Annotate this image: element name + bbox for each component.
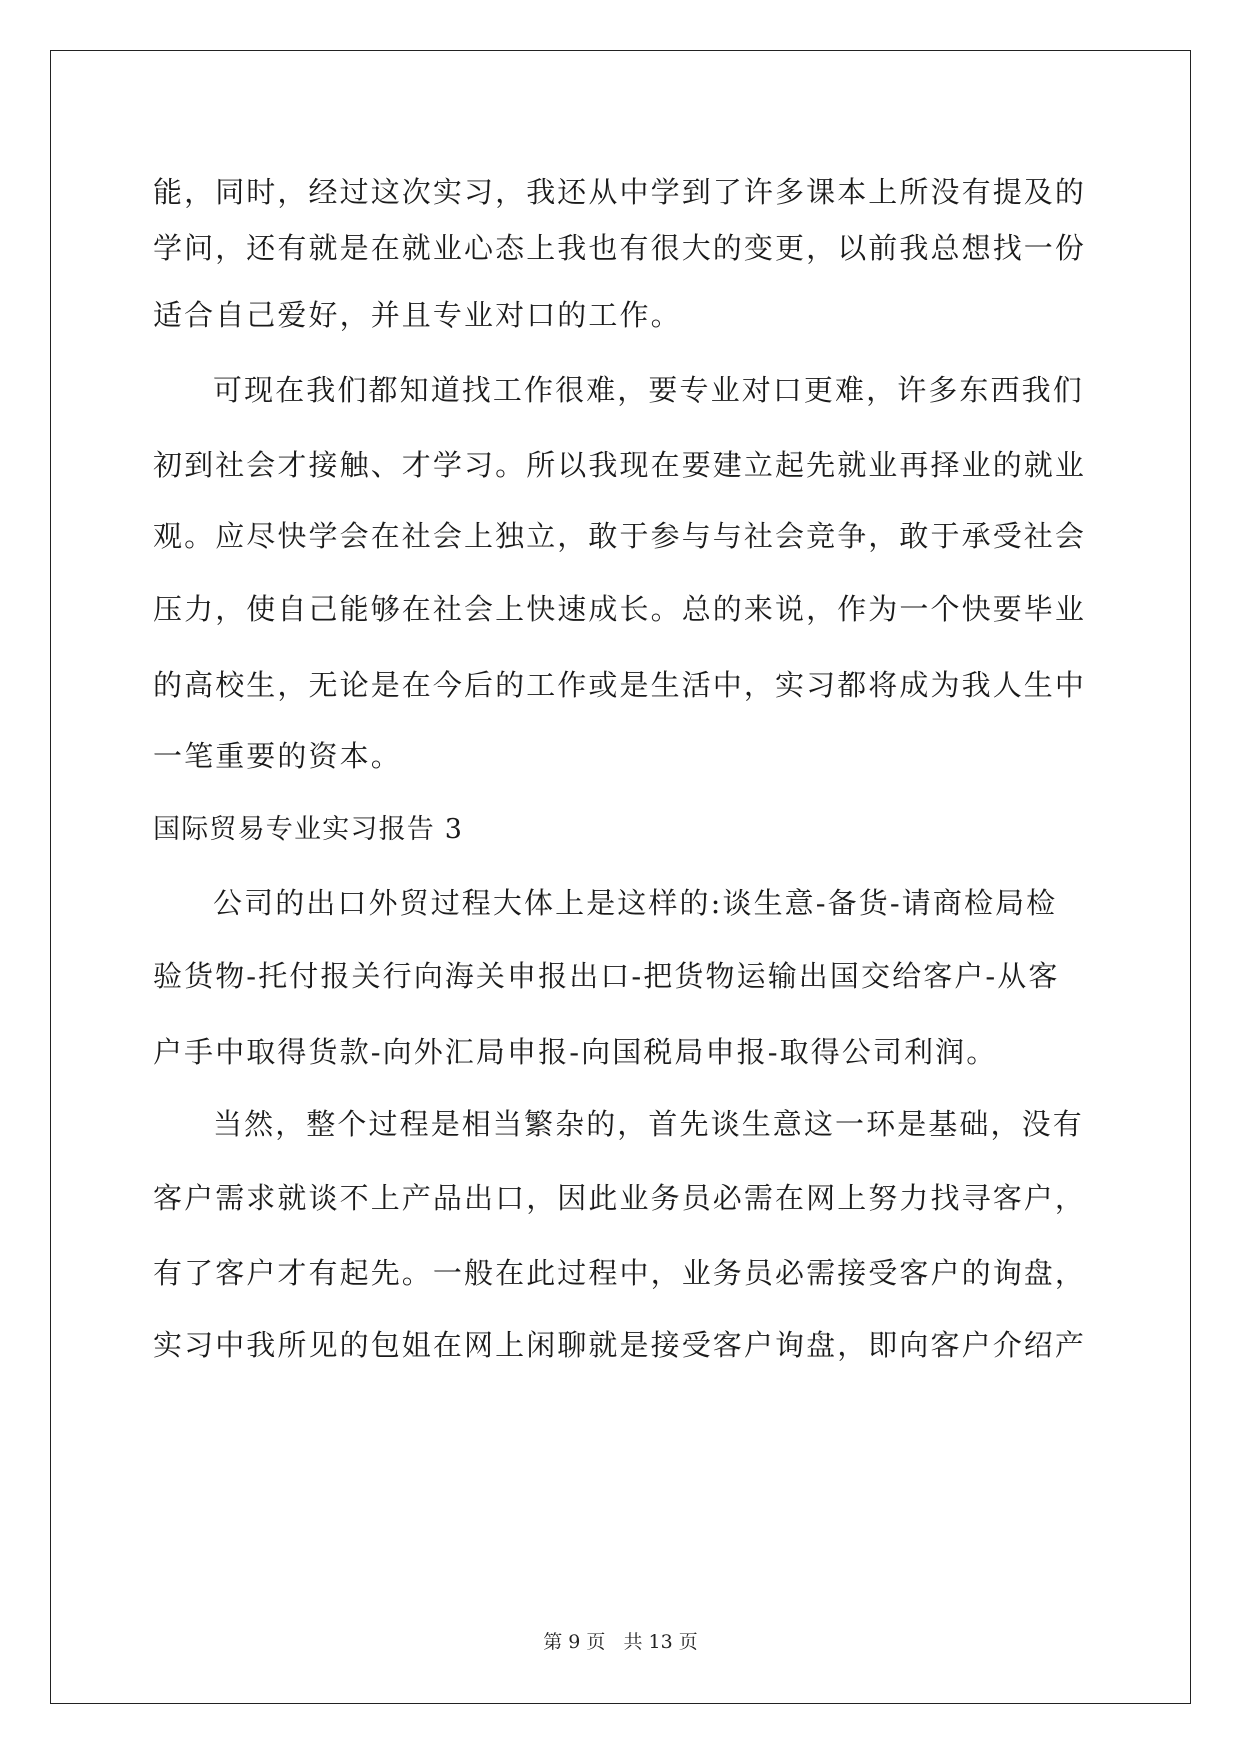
body-text-line: 一笔重要的资本。 [153,739,402,773]
body-text-line: 可现在我们都知道找工作很难，要专业对口更难，许多东西我们 [213,373,1084,407]
page-footer [0,1630,1241,1654]
page-total: 共 13 页 [623,1631,698,1653]
body-text-line: 户手中取得货款-向外汇局申报-向国税局申报-取得公司利润。 [153,1035,998,1069]
body-text-line: 有了客户才有起先。一般在此过程中，业务员必需接受客户的询盘， [153,1256,1087,1290]
body-text-line: 观。应尽快学会在社会上独立，敢于参与与社会竞争，敢于承受社会 [153,519,1087,553]
section-heading: 国际贸易专业实习报告 3 [153,814,464,845]
body-text-line: 压力，使自己能够在社会上快速成长。总的来说，作为一个快要毕业 [153,592,1087,626]
body-text-line: 当然，整个过程是相当繁杂的，首先谈生意这一环是基础，没有 [213,1107,1084,1141]
body-text-line: 的高校生，无论是在今后的工作或是生活中，实习都将成为我人生中 [153,668,1087,702]
page-number: 第 9 页 [543,1631,606,1653]
body-text-line: 客户需求就谈不上产品出口，因此业务员必需在网上努力找寻客户， [153,1181,1087,1215]
body-text-line: 初到社会才接触、才学习。所以我现在要建立起先就业再择业的就业 [153,448,1087,482]
body-text-line: 验货物-托付报关行向海关申报出口-把货物运输出国交给客户-从客 [153,959,1060,993]
body-text-line: 实习中我所见的包姐在网上闲聊就是接受客户询盘，即向客户介绍产 [153,1328,1087,1362]
body-text-line: 能，同时，经过这次实习，我还从中学到了许多课本上所没有提及的 [153,175,1087,209]
body-text-line: 公司的出口外贸过程大体上是这样的:谈生意-备货-请商检局检 [213,886,1058,920]
body-text-line: 适合自己爱好，并且专业对口的工作。 [153,298,682,332]
body-text-line: 学问，还有就是在就业心态上我也有很大的变更，以前我总想找一份 [153,231,1087,265]
